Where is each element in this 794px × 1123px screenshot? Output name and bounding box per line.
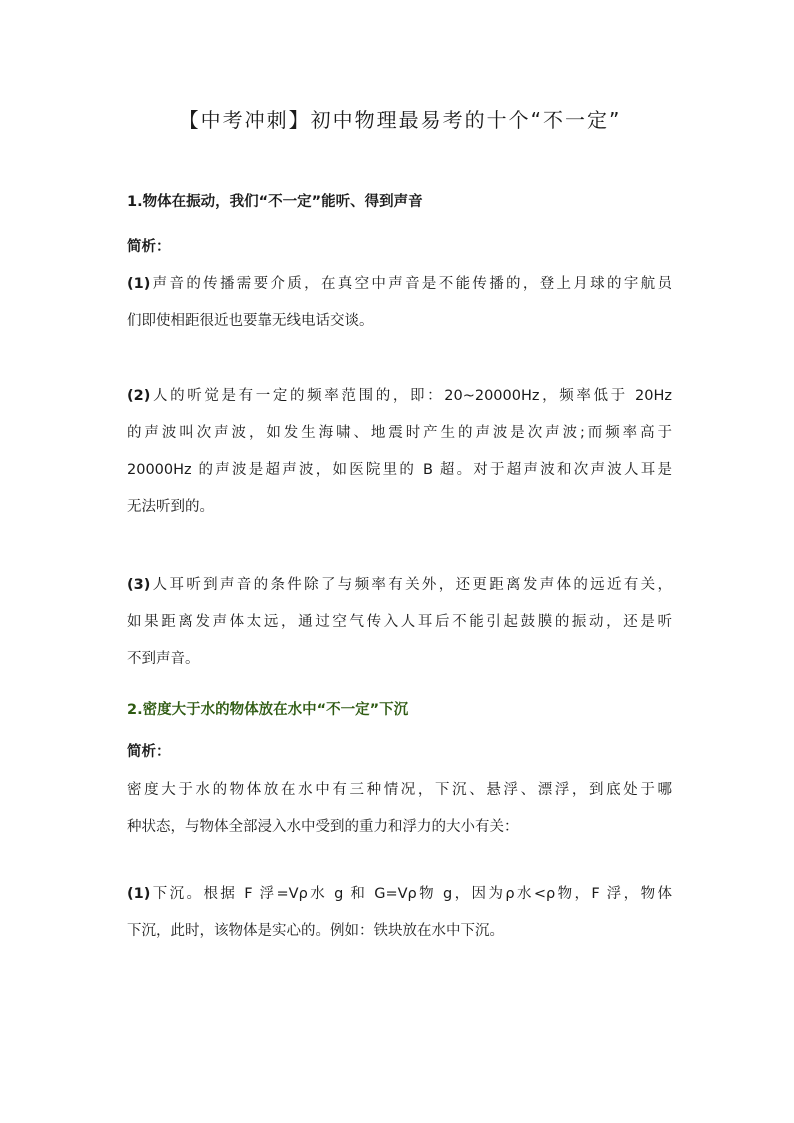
paragraph-line: 种状态，与物体全部浸入水中受到的重力和浮力的大小有关：	[127, 819, 519, 835]
paragraph-line: 如果距离发声体太远，通过空气传入人耳后不能引起鼓膜的振动，还是听	[127, 614, 672, 630]
paragraph-line: 不到声音。	[127, 651, 200, 667]
paragraph-line: 密度大于水的物体放在水中有三种情况，下沉、悬浮、漂浮，到底处于哪	[127, 782, 672, 798]
section-2-intro	[127, 772, 672, 846]
paragraph-line	[127, 876, 672, 913]
paragraph-line: 下沉，此时，该物体是实心的。例如：铁块放在水中下沉。	[127, 923, 504, 939]
section-1-analysis-label: 简析：	[127, 239, 171, 255]
section-2-analysis-label: 简析：	[127, 744, 171, 760]
line-text: 人的听觉是有一定的频率范围的，即：20~20000Hz，频率低于 20Hz	[150, 388, 672, 404]
paragraph-line	[127, 567, 672, 604]
paragraph-number: (3)	[127, 577, 151, 593]
paragraph-number: (2)	[127, 388, 151, 404]
paragraph-line	[127, 266, 672, 303]
paragraph-line: 无法听到的。	[127, 499, 214, 515]
document-title: 【中考冲刺】初中物理最易考的十个“不一定”	[178, 108, 622, 132]
paragraph-line: 的声波叫次声波，如发生海啸、地震时产生的声波是次声波;而频率高于	[127, 425, 672, 441]
paragraph-line	[127, 378, 672, 415]
line-text: 人耳听到声音的条件除了与频率有关外，还更距离发声体的远近有关，	[150, 577, 672, 593]
paragraph-number: (1)	[127, 886, 151, 902]
section-1-heading: 1.物体在振动，我们“不一定”能听、得到声音	[127, 194, 423, 210]
paragraph-line: 们即使相距很近也要靠无线电话交谈。	[127, 313, 374, 329]
section-1-paragraph-3	[127, 567, 672, 678]
section-1-paragraph-1	[127, 266, 672, 340]
section-2-heading: 2.密度大于水的物体放在水中“不一定”下沉	[127, 702, 409, 718]
line-text: 声音的传播需要介质，在真空中声音是不能传播的，登上月球的宇航员	[150, 276, 672, 292]
section-1-paragraph-2	[127, 378, 672, 526]
paragraph-line: 20000Hz 的声波是超声波，如医院里的 B 超。对于超声波和次声波人耳是	[127, 462, 672, 478]
section-2-paragraph-1	[127, 876, 672, 950]
line-text: 下沉。根据 F 浮=Vρ水 g 和 G=Vρ物 g，因为ρ水<ρ物，F 浮，物体	[150, 886, 672, 902]
paragraph-number: (1)	[127, 276, 151, 292]
